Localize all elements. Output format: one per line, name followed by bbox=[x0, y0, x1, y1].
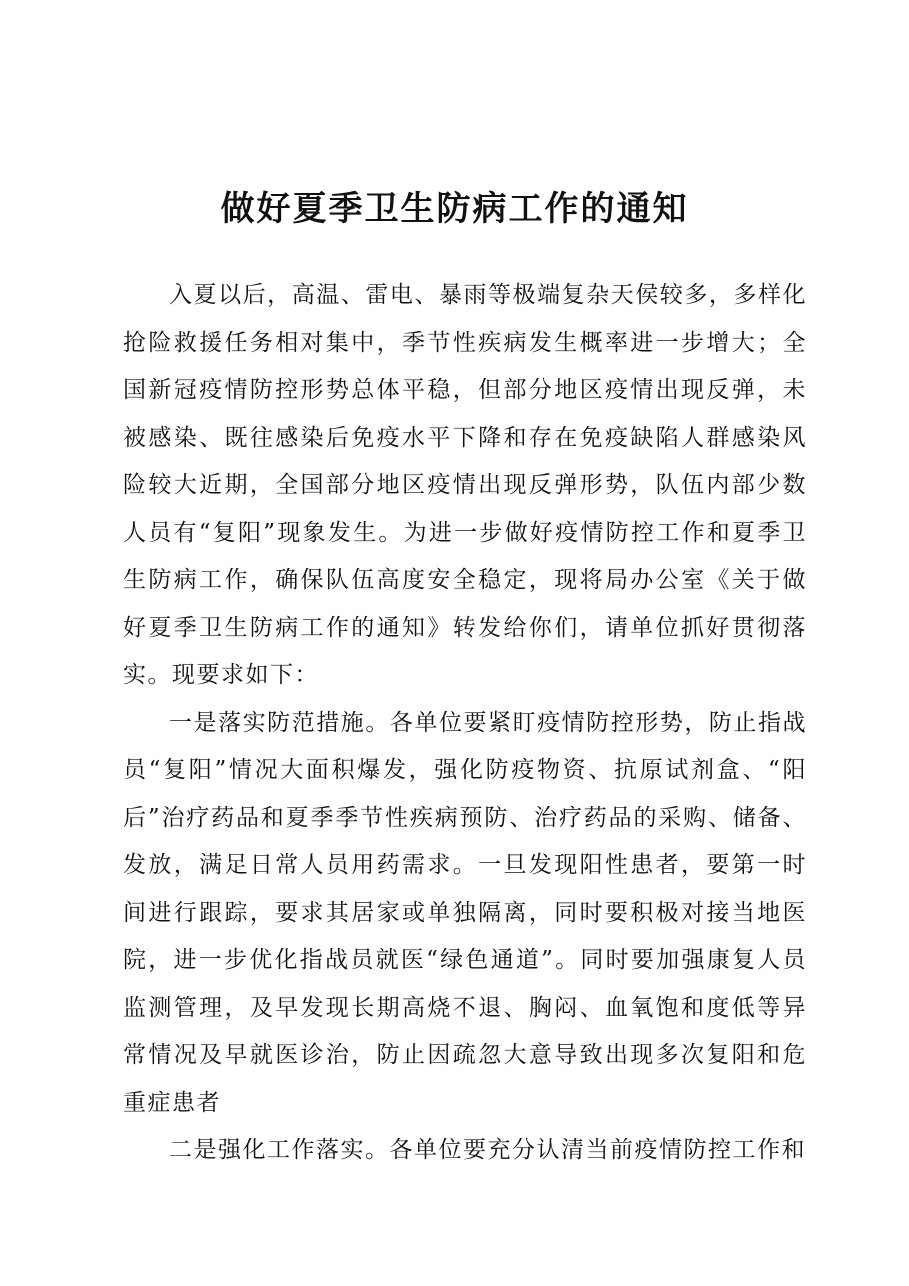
document-body bbox=[123, 272, 807, 1175]
document-title: 做好夏季卫生防病工作的通知 bbox=[220, 189, 689, 229]
paragraph-implementation: 二是强化工作落实。各单位要充分认清当前疫情防控工作和 bbox=[169, 1137, 806, 1163]
paragraph-measures: 一是落实防范措施。各单位要紧盯疫情防控形势，防止指战员“复阳”情况大面积爆发，强化防疫物资、抗原试剂盒、“阳后”治疗药品和夏季季节性疾病预防、治疗药品的采购、储备、发放，满足日常人员用药需求。一旦发现阳性患者，要第一时间进行跟踪，要求其居家或单独隔离，同时要积极对接当地医院，进一步优化指战员就医“绿色通道”。同时要加强康复人员监测管理，及早发现长期高烧不退、胸闷、血氧饱和度低等异常情况及早就医诊治，防止因疏忽大意导致出现多次复阳和危重症患者 bbox=[123, 709, 807, 1116]
paragraph-intro: 入夏以后，高温、雷电、暴雨等极端复杂天侯较多，多样化抢险救援任务相对集中，季节性疾病发生概率进一步增大；全国新冠疫情防控形势总体平稳，但部分地区疫情出现反弹，未被感染、既往感染后免疫水平下降和存在免疫缺陷人群感染风险较大近期，全国部分地区疫情出现反弹形势，队伍内部少数人员有“复阳”现象发生。为进一步做好疫情防控工作和夏季卫生防病工作，确保队伍高度安全稳定，现将局办公室《关于做好夏季卫生防病工作的通知》转发给你们，请单位抓好贯彻落实。现要求如下： bbox=[123, 282, 807, 688]
